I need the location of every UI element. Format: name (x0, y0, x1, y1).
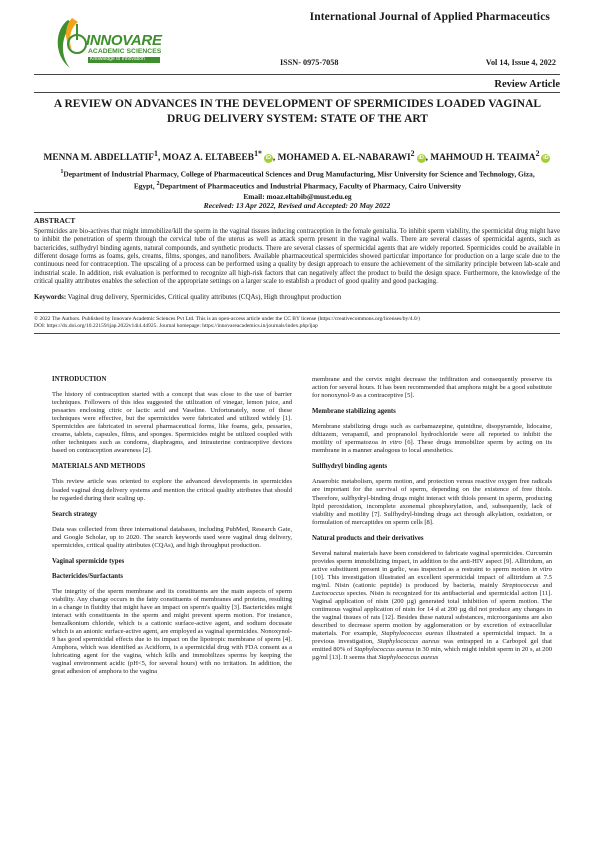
section-heading: Search strategy (52, 510, 97, 518)
italic-run: Staphylococcus aureus (378, 654, 439, 662)
subsection-heading: Bactericides/Surfactants (52, 572, 123, 580)
license-divider (34, 333, 560, 334)
journal-logo (50, 12, 170, 78)
paragraph: Anaerobic metabolism, sperm motion, and protection versus reactive oxygen free radicals are important for the survival of sperm, depending on the existence of free thiols. Therefore, sulfhydryl-binding drugs might interact with thiols present in sperm, producing lipid peroxidation, incomplete axonemal phosphorylation, and, subsequently, lack of viability and motility [7]. Sulfhydryl-binding drugs act through alkylation, oxidation, or formulation of mercaptides on sperm cells [8]. (312, 478, 552, 526)
paragraph (312, 550, 552, 663)
italic-run: in vitro (532, 565, 552, 573)
subsection-heading: Sulfhydryl binding agents (312, 463, 388, 471)
italic-run: in vitro (381, 439, 402, 447)
italic-run: Staphylococcus aureus (354, 646, 414, 654)
author-list: MENNA M. ABDELLATIF$^1$, MOAZ A. $ELTABEEB^{1*}iD$ , MOHAMED A. EL-NABARAWI$^2$iD , MAHMOUD H. TEAIMA$^2$iD (43, 149, 549, 164)
left-column (52, 376, 292, 684)
subsection-heading: Membrane stabilizing agents (312, 408, 396, 416)
doi-text[interactable]: DOI: https://dx.doi.org/10.22159/ijap.2022v14i4.44925. Journal homepage: https://innovareacademics.in/journals/index.php/ijap (34, 323, 318, 330)
orcid-icon[interactable]: iD (265, 155, 272, 162)
text-run: and (538, 581, 553, 589)
text-run: [10]. This investigation illustrated an excellent spermicidal impact of allitridum at 7.5 mg/ml. Nisin (cationic peptide) is produced by bacteria, mainly (312, 573, 552, 589)
logo-subtitle: ACADEMIC SCIENCES (88, 48, 162, 55)
abstract-text: Spermicides are bio-actives that might immobilize/kill the sperm in the vaginal tissues inducing contraception in the female genitalia. To inhibit sperm viability, the spermicidal drug might have to inhibit the penetration of sperm through the cervical tube of the uterus as well as attack sperm present in the vaginal walls. There are several classes of spermicidal agents, such as bactericides, sulfhydryl binding agents, natural compounds, and synthetic products. There are several classes of spermicidal agents that are widely reported. Spermicides could be available in different dosage forms as foams, gels, creams, films, sponges, and nanofibers. Available pharmaceutical spermicides showed particular importance for production on a large scale due to the continuous need for contraception. The upscaling of a process can be performed using a quality by design approach to ensure the achievement of the similarity principle between lab-scale and industrial scale. In addition, risk evaluation is performed to recognize all high-risk factors that can negatively affect the product to build the design space. Furthermore, the knowledge of the critical quality attributes enables the selection of the appropriate settings on a larger scale to establish a product of good quality and good packaging. (34, 228, 560, 286)
text-run: species. Nisin is recognized for its antibacterial and spermicidal action [11]. Vaginal application of nisin (200 µg) generated total inhibition of sperm motion. The continuous vaginal application of nisin for 14 d at 200 µg did not produce any changes in the vaginal tissues of rats [12]. Besides these natural substances, microorganisms are also described to decrease sperm motion by agglomeration or by excretion of extracellular materials. For example, (312, 589, 552, 638)
paragraph: Data was collected from three international databases, including PubMed, Research Gate, and Google Scholar, up to 2020. The search keywords used were vaginal drug delivery, spermicides, critical quality attributes (CQAs), and high throughput production. (52, 525, 292, 549)
text-run: was entrapped in a Carbopol gel that emitted 80% of (312, 638, 552, 654)
author-name: MOAZ A. ELTABEEB (162, 153, 255, 164)
affiliation-2: Department of Pharmaceutics and Industrial Pharmacy, Faculty of Pharmacy, Cairo University (159, 181, 462, 191)
author-name: MOHAMED A. EL-NABARAWI (277, 153, 411, 164)
italic-run: Staphylococcus aureus (377, 638, 440, 646)
paragraph: The integrity of the sperm membrane and its constituents are the main aspects of sperm viability. Any change occurs in the fatty constituents of membranes and proteins, resulting in a change in fluidity that might have an impact on sperm's quality [3]. Bactericides might interact with constituents in the sperm and might prevent sperm motion. For instance, benzalkonium chloride, which is a cationic surface-active agent, and sodium docusate which is an anionic surface-active agent, are employed as vaginal spermicides. Nonoxynol-9 has good spermicidal effects due to its impact on the lipotropic membrane of sperm [4]. Amphora, which was identified as Acidform, is a spermicidal drug with FDA consent as a lubricating agent for the vagina, which kills and immobilizes sperms by keeping the vaginal environment acidic (pH<5, for several hours) with no irritation. In addition, the great adhesion of amphora to the vagina (52, 587, 292, 676)
text-run: illustrated a spermicidal impact. In a previous investigation, (312, 630, 552, 646)
affiliation-1: Department of Industrial Pharmacy, College of Pharmaceutical Sciences and Drug Manufacturing, Misr University for Science and Technology, Giza, Egypt, (63, 169, 535, 191)
section-heading: INTRODUCTION (52, 376, 107, 383)
section-heading: Vaginal spermicide types (52, 557, 125, 565)
volume-issue: Vol 14, Issue 4, 2022 (485, 58, 556, 67)
logo-tagline: Knowledge to Innovation (90, 56, 145, 62)
section-heading: MATERIALS AND METHODS (52, 463, 146, 471)
article-type: Review Article (494, 79, 560, 90)
author-name: MAHMOUD H. TEAIMA (430, 153, 536, 164)
text-run: Membrane stabilizing drugs such as carbamazepine, quinidine, disopyramide, lidocaine, diltiazem, verapamil, and propranolol hydrochloride were all reported to inhibit the motility of spermatozoa (312, 423, 552, 447)
italic-run: Lactococcus (312, 589, 345, 597)
author-name: MENNA M. ABDELLATIF (43, 153, 155, 164)
paragraph: This review article was oriented to explore the advanced developments in spermicides loaded vaginal drug delivery systems and mention the critical quality attributes that should be regarded during their scaling up. (52, 478, 292, 502)
affiliation-mark: 1 (60, 169, 64, 175)
paragraph (312, 423, 552, 455)
abstract-heading: ABSTRACT (34, 216, 76, 225)
paper-title: A REVIEW ON ADVANCES IN THE DEVELOPMENT OF SPERMICIDES LOADED VAGINAL DRUG DELIVERY SYSTEM: STATE OF THE ART (53, 98, 542, 125)
author-affiliation-mark: 1 (154, 149, 158, 158)
journal-title: International Journal of Applied Pharmaceutics (309, 11, 550, 23)
title-divider (34, 92, 560, 93)
text-run: Several natural materials have been considered to fabricate vaginal spermicides. Curcumin provides sperm immobilizing impact, in addition to the anti-HIV aspect [9]. Allitridum, an active substituent present in garlic, was inspected as a restraint to sperm motion (312, 549, 552, 573)
italic-run: Staphylococcus aureus (381, 630, 444, 638)
logo-wordmark: INNOVARE (86, 32, 162, 49)
corresponding-email[interactable]: Email: moaz.eltabib@must.edu.eg (243, 191, 352, 201)
author-affiliation-mark: 2 (410, 149, 415, 158)
keywords-label: Keywords: (34, 294, 67, 301)
paragraph: membrane and the cervix might decrease the infiltration and consequently preserve its action for several hours. It has been recommended that amphora might be a good substitute for nonoxynol-9 as a contraceptive [5]. (312, 376, 552, 400)
text-run: [6]. These drugs immobilize sperm by acting on its membrane in a manner analogous to local anesthetics. (312, 439, 552, 455)
author-affiliation-mark: 1* (254, 149, 262, 158)
issn: ISSN- 0975-7058 (280, 58, 339, 67)
keywords-list: Vaginal drug delivery, Spermicides, Critical quality attributes (CQAs), High throughput production (67, 294, 342, 301)
italic-run: Streptococcus (501, 581, 539, 589)
orcid-icon[interactable]: iD (543, 155, 549, 162)
paragraph: The history of contraception started with a concept that was close to the use of barrier techniques. Followers of this idea suggested the utilization of vinegar, lemon juice, and pessaries enclosing citric or lactic acid and Vaseline. Unfortunately, none of these techniques were effective, but the spermicides were fabricated and utilized widely [1]. Spermicides are fabricated in several pharmaceutical forms, like foams, gels, pessaries, creams, tablets, capsules, films, and sponges. Spermicides might be utilized coupled with other techniques such as condoms, diaphragms, and intrauterine contraceptive devices based on contraception awareness [2]. (52, 391, 292, 455)
received-dates: Received: 13 Apr 2022, Revised and Accepted: 20 May 2022 (203, 201, 391, 210)
author-affiliation-mark: 2 (535, 149, 540, 158)
license-block (34, 316, 560, 330)
right-column (312, 376, 552, 670)
affiliation-mark: 2 (156, 181, 160, 188)
affiliations (50, 167, 545, 202)
license-text[interactable]: © 2022 The Authors. Published by Innovare Academic Sciences Pvt Ltd. This is an open-access article under the CC BY license (https://creativecommons.org/licenses/by/4.0/) (34, 316, 420, 322)
text-run: in 30 min, which might inhibit sperm in 20 s, at 200 µg/ml [13]. It seems that (312, 646, 552, 662)
keywords (34, 294, 560, 301)
subsection-heading: Natural products and their derivatives (312, 534, 424, 542)
header-divider (34, 74, 560, 75)
orcid-icon[interactable]: iD (418, 155, 424, 162)
